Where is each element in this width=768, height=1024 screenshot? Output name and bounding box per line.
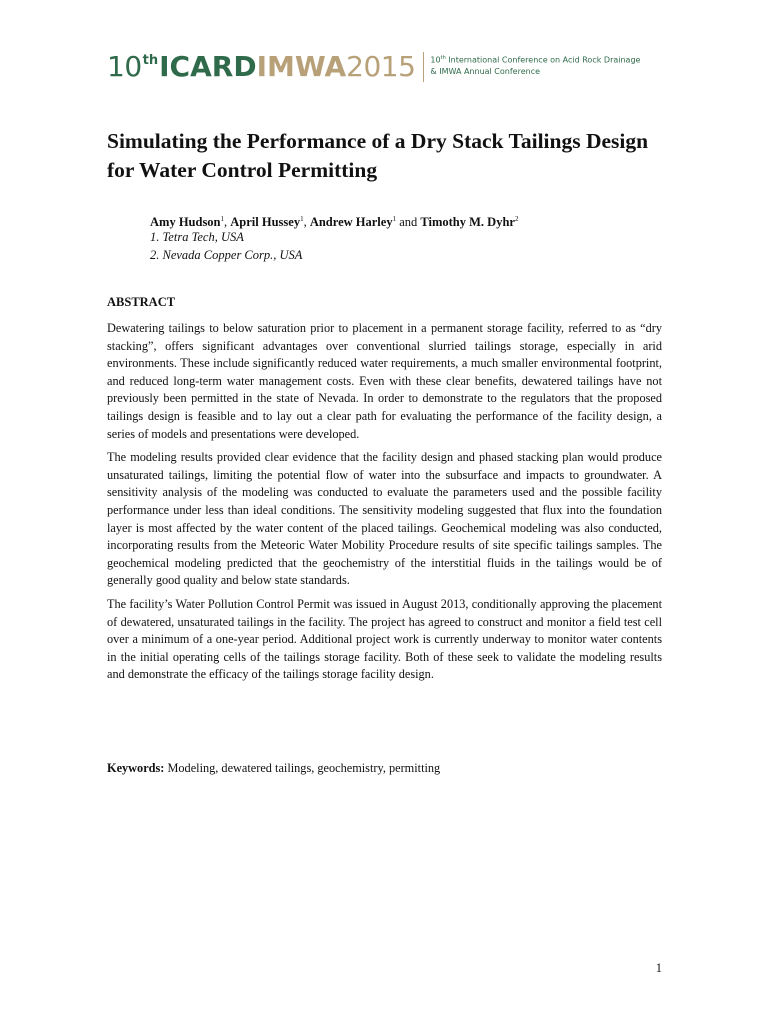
conference-logo — [107, 50, 640, 84]
keywords-label: Keywords: — [107, 761, 165, 775]
author-separator: , — [303, 215, 310, 230]
logo-divider — [423, 52, 424, 82]
logo-imwa: IMWA — [256, 50, 347, 83]
author-affil-mark: 1 — [300, 215, 304, 223]
logo-year: 2015 — [346, 50, 416, 83]
conf-line1-rest: International Conference on Acid Rock Drainage — [445, 55, 641, 65]
conf-line1-num: 10 — [430, 55, 441, 65]
keywords-list: Modeling, dewatered tailings, geochemistry, permitting — [164, 761, 441, 775]
author-name: Amy Hudson — [150, 215, 221, 230]
logo-number: 10 — [107, 50, 142, 83]
author-affil-mark: 2 — [514, 215, 519, 223]
author-name: Andrew Harley — [309, 215, 393, 230]
author-affil-mark: 1 — [392, 215, 397, 223]
abstract-heading: ABSTRACT — [107, 295, 176, 309]
conference-description — [430, 53, 640, 77]
author-affil-mark: 1 — [220, 215, 225, 223]
author-name: Timothy M. Dyhr — [420, 215, 515, 230]
page-number: 1 — [655, 961, 662, 975]
affiliation-2: 2. Nevada Copper Corp., USA — [150, 248, 303, 262]
abstract-paragraph: The facility’s Water Pollution Control Permit was issued in August 2013, conditionally approving the placement of dewatered, unsaturated tailings in the facility. The project has agreed to construct and monitor a field test cell over a minimum of a one-year period. Additional project work is currently underway to monitor water contents in the initial operating cells of the tailings storage facility. Both of these seek to validate the modeling results and demonstrate the efficacy of the tailings storage facility design. — [107, 596, 662, 682]
abstract-paragraph: The modeling results provided clear evidence that the facility design and phased stacking plan would produce unsaturated tailings, limiting the potential flow of water into the subsurface and impacts to groundwater. A sensitivity analysis of the modeling was conducted to evaluate the parameters used and the possible facility performance under less than ideal conditions. The sensitivity modeling suggested that flux into the foundation layer is most affected by the water content of the placed tailings. Geochemical modeling was also conducted, incorporating results from the Meteoric Water Mobility Procedure results of site specific tailings samples. The geochemical modeling predicted that the geochemistry of the interstitial fluids in the tailings would be of generally good quality and below state standards. — [107, 450, 662, 588]
author-separator: and — [396, 215, 421, 230]
author-separator: , — [224, 215, 231, 230]
paper-title: Simulating the Performance of a Dry Stack Tailings Design for Water Control Permitting — [107, 129, 649, 182]
author-name: April Hussey — [230, 215, 301, 230]
conference-line-2: & IMWA Annual Conference — [430, 66, 541, 76]
logo-superscript: th — [142, 53, 159, 68]
conf-line1-sup: th — [440, 55, 446, 61]
abstract-body — [107, 320, 662, 690]
keywords — [107, 760, 440, 777]
logo-icard: ICARD — [159, 50, 257, 83]
affiliation-1: 1. Tetra Tech, USA — [150, 230, 244, 244]
abstract-paragraph: Dewatering tailings to below saturation prior to placement in a permanent storage facility, referred to as “dry stacking”, offers significant advantages over conventional slurried tailings storage, especially in arid environments. These include significantly reduced water requirements, a much smaller environmental footprint, and reduced long-term water management costs. Even with these clear benefits, dewatered tailings have not previously been permitted in the state of Nevada. In order to demonstrate to the regulators that the proposed tailings design is feasible and to lay out a clear path for evaluating the performance of the facility design, a series of models and presentations were developed. — [107, 321, 662, 441]
conference-line-1 — [430, 53, 640, 66]
